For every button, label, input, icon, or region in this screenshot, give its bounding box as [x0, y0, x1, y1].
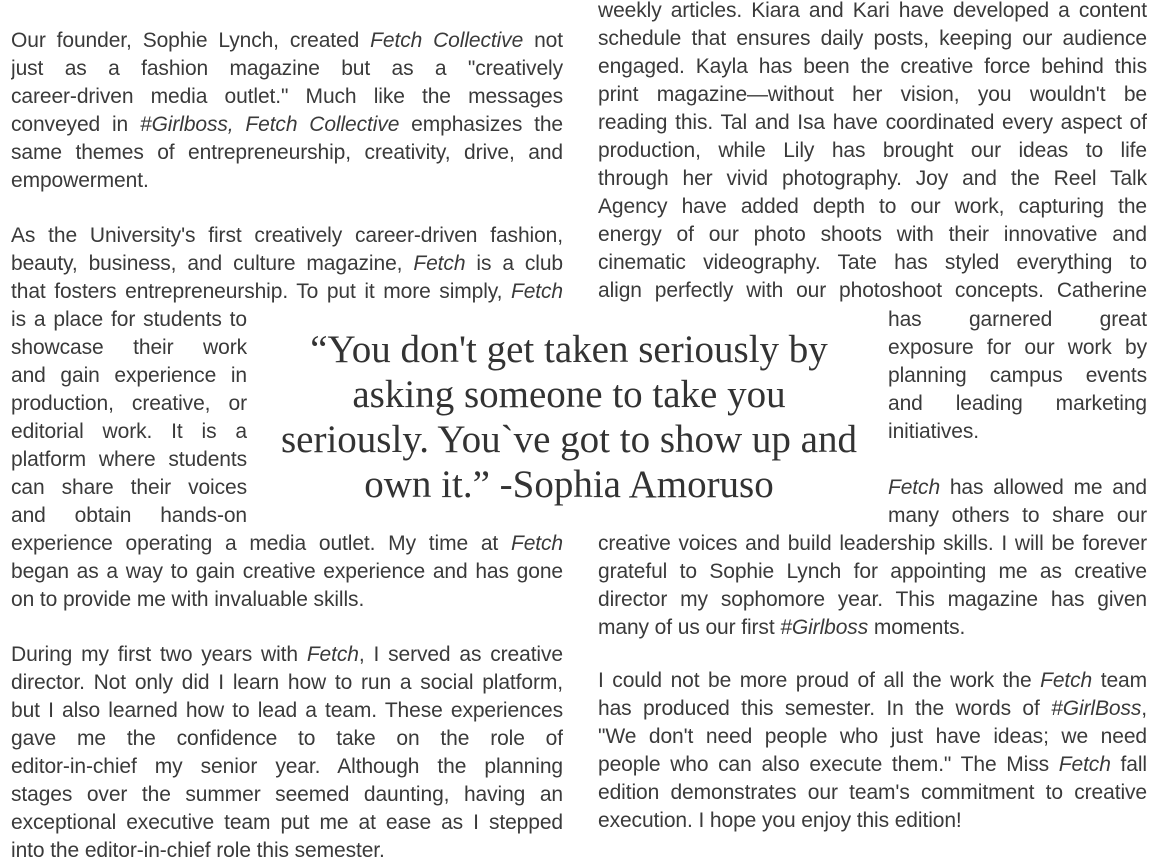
- text-line: production, creative, or: [11, 392, 247, 415]
- text-line: Fetch has allowed me and: [888, 476, 1147, 499]
- text-line: gave me the confidence to take on the role of: [11, 727, 563, 750]
- text-line: execution. I hope you enjoy this edition!: [598, 809, 962, 832]
- text-line: can share their voices: [11, 476, 247, 499]
- text-line: empowerment.: [11, 169, 149, 192]
- text-line: through her vivid photography. Joy and the Reel Talk: [598, 167, 1147, 190]
- left-para-2-bottom: [11, 530, 563, 614]
- text-line: director. Not only did I learn how to run a social platform,: [11, 671, 563, 694]
- text-line: many of us our first #Girlboss moments.: [598, 616, 966, 639]
- text-line: print magazine—without her vision, you wouldn't be: [598, 83, 1147, 106]
- text-line: showcase their work: [11, 336, 247, 359]
- text-line: energy of our photo shoots with their innovative and: [598, 223, 1147, 246]
- text-line: reading this. Tal and Isa have coordinated every aspect of: [598, 111, 1147, 134]
- left-para-2-top: [11, 222, 563, 306]
- text-line: on to provide me with invaluable skills.: [11, 588, 365, 611]
- text-line: career-driven media outlet." Much like the messages: [11, 85, 563, 108]
- text-line: exposure for our work by: [888, 336, 1147, 359]
- text-line: conveyed in #Girlboss, Fetch Collective emphasizes the: [11, 113, 563, 136]
- text-line: editorial work. It is a: [11, 420, 247, 443]
- text-line: production, while Lily has brought our ideas to life: [598, 139, 1147, 162]
- text-line: and gain experience in: [11, 364, 247, 387]
- text-line: During my first two years with Fetch, I served as creative: [11, 643, 563, 666]
- text-line: and obtain hands-on: [11, 504, 247, 527]
- right-para-2-wrap: [888, 474, 1147, 530]
- text-line: As the University's first creatively career-driven fashion,: [11, 224, 563, 247]
- text-line: same themes of entrepreneurship, creativity, drive, and: [11, 141, 563, 164]
- text-line: began as a way to gain creative experience and has gone: [11, 560, 563, 583]
- pull-quote-line: asking someone to take you: [352, 373, 786, 416]
- text-line: director my sophomore year. This magazine has given: [598, 588, 1147, 611]
- text-line: initiatives.: [888, 420, 980, 443]
- text-line: into the editor-in-chief role this semester.: [11, 839, 385, 862]
- text-line: I could not be more proud of all the work the Fetch team: [598, 669, 1147, 692]
- text-line: many others to share our: [888, 504, 1147, 527]
- text-line: grateful to Sophie Lynch for appointing me as creative: [598, 560, 1147, 583]
- right-para-3: [598, 667, 1147, 835]
- text-line: just as a fashion magazine but as a "creatively: [11, 57, 563, 80]
- text-line: planning campus events: [888, 364, 1147, 387]
- text-line: but I also learned how to lead a team. These experiences: [11, 699, 563, 722]
- text-line: and leading marketing: [888, 392, 1147, 415]
- text-line: creative voices and build leadership skills. I will be forever: [598, 532, 1147, 555]
- left-para-1: [11, 27, 563, 195]
- text-line: weekly articles. Kiara and Kari have developed a content: [598, 0, 1147, 22]
- text-line: Our founder, Sophie Lynch, created Fetch Collective not: [11, 29, 563, 52]
- text-line: editor-in-chief my senior year. Although the planning: [11, 755, 563, 778]
- right-para-1-top: [598, 0, 1147, 305]
- text-line: is a place for students to: [11, 308, 247, 331]
- text-line: schedule that ensures daily posts, keeping our audience: [598, 27, 1147, 50]
- right-para-2-bottom: [598, 530, 1147, 642]
- right-para-1-wrap: [888, 306, 1147, 446]
- text-line: exceptional executive team put me at ease as I stepped: [11, 811, 563, 834]
- text-line: beauty, business, and culture magazine, Fetch is a club: [11, 252, 563, 275]
- text-line: Agency have added depth to our work, capturing the: [598, 195, 1147, 218]
- pull-quote-line: own it.” -Sophia Amoruso: [364, 463, 774, 506]
- text-line: has produced this semester. In the words of #GirlBoss,: [598, 697, 1147, 720]
- text-line: cinematic videography. Tate has styled everything to: [598, 251, 1147, 274]
- text-line: "We don't need people who just have ideas; we need: [598, 725, 1147, 748]
- text-line: edition demonstrates our team's commitment to creative: [598, 781, 1147, 804]
- pull-quote-line: “You don't get taken seriously by: [310, 328, 828, 371]
- text-line: experience operating a media outlet. My time at Fetch: [11, 532, 563, 555]
- pull-quote: [262, 327, 876, 507]
- text-line: people who can also execute them." The Miss Fetch fall: [598, 753, 1147, 776]
- text-line: engaged. Kayla has been the creative force behind this: [598, 55, 1147, 78]
- text-line: platform where students: [11, 448, 247, 471]
- left-para-2-wrap: [11, 306, 247, 530]
- text-line: align perfectly with our photoshoot concepts. Catherine: [598, 279, 1147, 302]
- text-line: stages over the summer seemed daunting, having an: [11, 783, 563, 806]
- text-line: has garnered great: [888, 308, 1147, 331]
- text-line: that fosters entrepreneurship. To put it more simply, Fetch: [11, 280, 563, 303]
- left-para-3: [11, 641, 563, 865]
- pull-quote-line: seriously. You`ve got to show up and: [281, 418, 857, 461]
